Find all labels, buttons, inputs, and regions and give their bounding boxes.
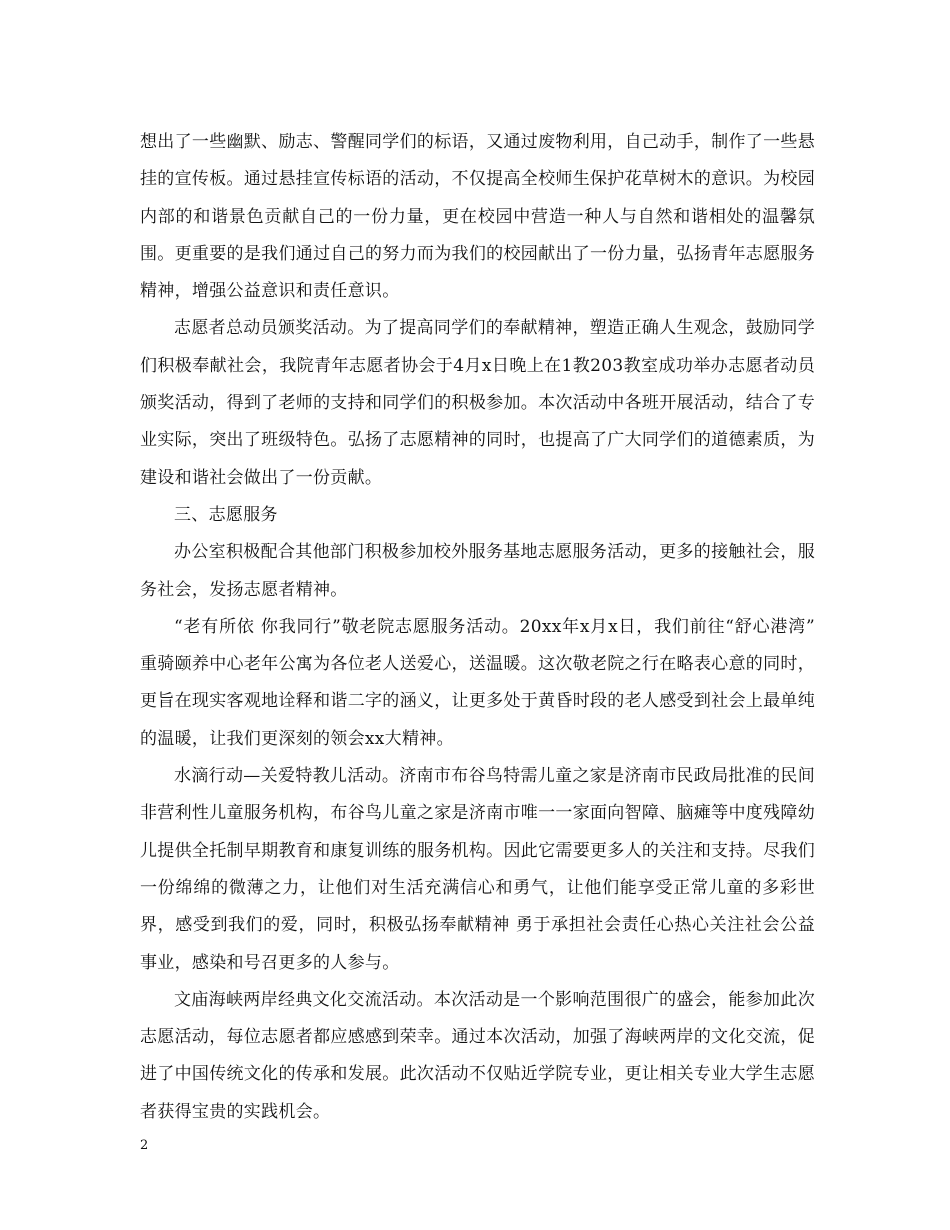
document-body bbox=[140, 124, 815, 1131]
paragraph-office-service: 办公室积极配合其他部门积极参加校外服务基地志愿服务活动，更多的接触社会，服务社会，发扬志愿者精神。 bbox=[140, 542, 815, 600]
paragraph-continuation: 想出了一些幽默、励志、警醒同学们的标语，又通过废物利用，自己动手，制作了一些悬挂的宣传板。通过悬挂宣传标语的活动，不仅提高全校师生保护花草树木的意识。为校园内部的和谐景色贡献自己的一份力量，更在校园中营造一种人与自然和谐相处的温馨氛围。更重要的是我们通过自己的努力而为我们的校园献出了一份力量，弘扬青年志愿服务精神，增强公益意识和责任意识。 bbox=[140, 132, 815, 302]
paragraph-nursing-home: “老有所依 你我同行”敬老院志愿服务活动。20xx年x月x日，我们前往“舒心港湾” 重骑颐养中心老年公寓为各位老人送爱心，送温暖。这次敬老院之行在略表心意的同时，更旨在现实客观地诠释和谐二字的涵义，让更多处于黄昏时段的老人感受到社会上最单纯的温暖，让我们更深刻的领会xx大精神。 bbox=[140, 616, 815, 749]
paragraph-cultural-exchange: 文庙海峡两岸经典文化交流活动。本次活动是一个影响范围很广的盛会，能参加此次志愿活动，每位志愿者都应感感到荣幸。通过本次活动，加强了海峡两岸的文化交流，促进了中国传统文化的传承和发展。此次活动不仅贴近学院专业，更让相关专业大学生志愿者获得宝贵的实践机会。 bbox=[140, 989, 815, 1122]
section-heading-volunteer-service: 三、志愿服务 bbox=[174, 504, 278, 525]
paragraph-water-drop-action: 水滴行动—关爱特教儿活动。济南市布谷鸟特需儿童之家是济南市民政局批准的民间非营利性儿童服务机构，布谷鸟儿童之家是济南市唯一一家面向智障、脑瘫等中度残障幼儿提供全托制早期教育和康复训练的服务机构。因此它需要更多人的关注和支持。尽我们一份绵绵的微薄之力，让他们对生活充满信心和勇气，让他们能享受正常儿童的多彩世界，感受到我们的爱，同时，积极弘扬奉献精神 勇于承担社会责任心热心关注社会公益事业，感染和号召更多的人参与。 bbox=[140, 766, 815, 973]
page-number: 2 bbox=[140, 1138, 149, 1153]
paragraph-award-activity: 志愿者总动员颁奖活动。为了提高同学们的奉献精神，塑造正确人生观念，鼓励同学们积极奉献社会，我院青年志愿者协会于4月x日晚上在1教203教室成功举办志愿者动员颁奖活动，得到了老师的支持和同学们的积极参加。本次活动中各班开展活动，结合了专业实际，突出了班级特色。弘扬了志愿精神的同时，也提高了广大同学们的道德素质，为建设和谐社会做出了一份贡献。 bbox=[140, 318, 815, 488]
